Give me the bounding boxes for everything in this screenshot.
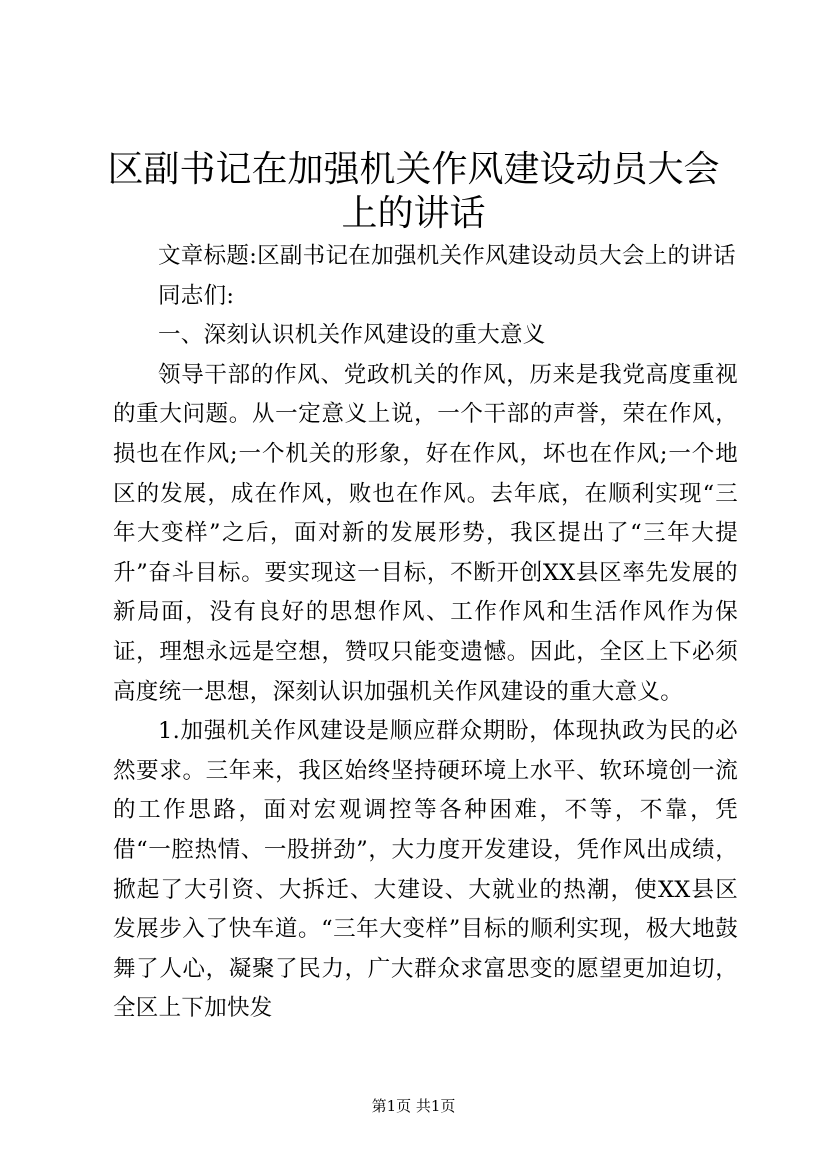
body-paragraph: 1.加强机关作风建设是顺应群众期盼，体现执政为民的必然要求。三年来，我区始终坚持硬环境上水平、软环境创一流的工作思路，面对宏观调控等各种困难，不等，不靠，凭借“一腔热情、一股拼劲”，大力度开发建设，凭作风出成绩，掀起了大引资、大拆迁、大建设、大就业的热潮，使XX县区发展步入了快车道。“三年大变样”目标的顺利实现，极大地鼓舞了人心，凝聚了民力，广大群众求富思变的愿望更加迫切，全区上下加快发	[113, 718, 738, 1022]
page-footer: 第1页 共1页	[371, 1097, 456, 1115]
section-heading: 一、深刻认识机关作风建设的重大意义	[158, 322, 546, 349]
document-title: 区副书记在加强机关作风建设动员大会上的讲话	[107, 149, 720, 234]
body-paragraph: 领导干部的作风、党政机关的作风，历来是我党高度重视的重大问题。从一定意义上说，一个干部的声誉，荣在作风，损也在作风;一个机关的形象，好在作风，坏也在作风;一个地区的发展，成在作风，败也在作风。去年底，在顺利实现“三年大变样”之后，面对新的发展形势，我区提出了“三年大提升”奋斗目标。要实现这一目标，不断开创XX县区率先发展的新局面，没有良好的思想作风、工作作风和生活作风作为保证，理想永远是空想，赞叹只能变遗憾。因此，全区上下必须高度统一思想，深刻认识加强机关作风建设的重大意义。	[113, 361, 738, 705]
document-body	[113, 237, 738, 1029]
salutation: 同志们:	[158, 282, 235, 309]
article-title-line: 文章标题:区副书记在加强机关作风建设动员大会上的讲话	[158, 243, 736, 269]
